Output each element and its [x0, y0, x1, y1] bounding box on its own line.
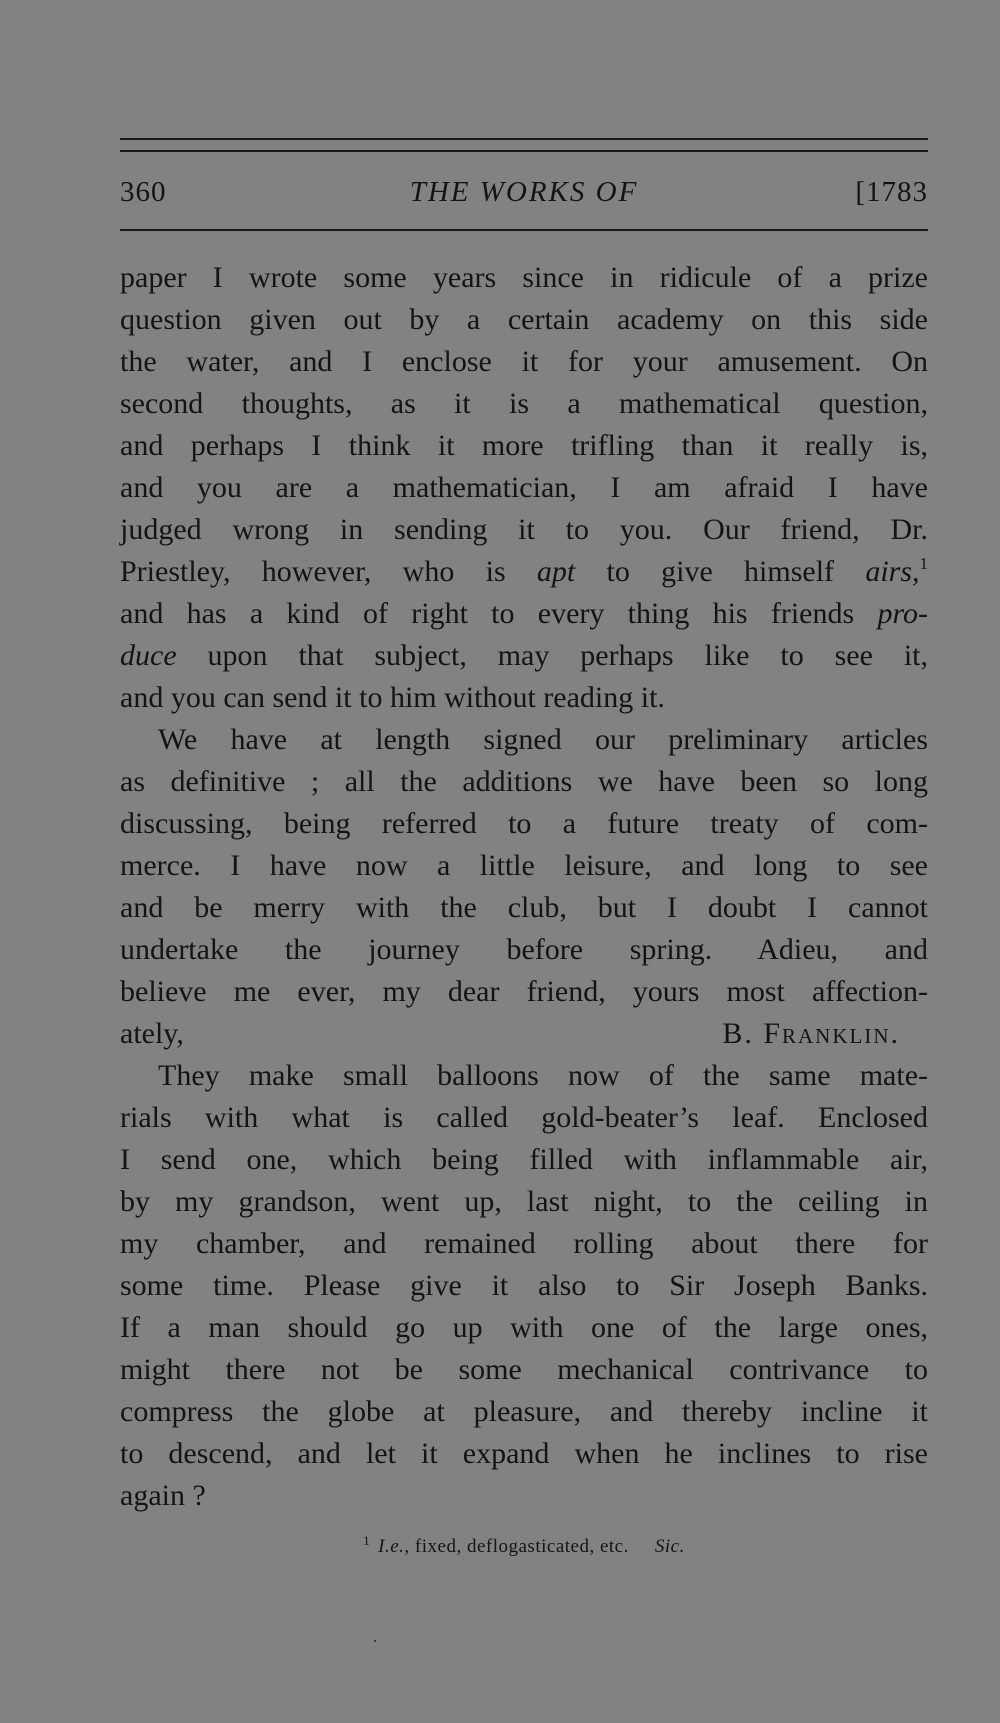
signature-line: ately, B. Franklin. [120, 1013, 928, 1055]
italic-word-duce: duce [120, 639, 177, 672]
text-line: If a man should go up with one of the large ones, [120, 1311, 928, 1344]
text-line: my chamber, and remained rolling about there for [120, 1227, 928, 1260]
text-line: and has a kind of right to every thing his friends pro- [120, 597, 928, 630]
text-line: and perhaps I think it more trifling than it really is, [120, 429, 928, 462]
text-line: some time. Please give it also to Sir Joseph Banks. [120, 1269, 928, 1302]
footnote [120, 1526, 928, 1562]
footnote-ie: I.e., [378, 1536, 410, 1557]
signature: B. Franklin. [722, 1017, 900, 1050]
text-line: merce. I have now a little leisure, and long to see [120, 849, 928, 882]
text-line: compress the globe at pleasure, and thereby incline it [120, 1395, 928, 1428]
italic-word-produce: pro- [877, 597, 928, 630]
running-head [120, 170, 928, 214]
header-double-rule-bottom [120, 150, 928, 152]
paragraph-start-line: They make small balloons now of the same mate- [158, 1059, 928, 1092]
header-double-rule-top [120, 138, 928, 140]
text-line: the water, and I enclose it for your amusement. On [120, 345, 928, 378]
footnote-text: fixed, deflogasticated, etc. [414, 1536, 629, 1557]
running-year: [1783 [855, 176, 928, 208]
paper-speck [374, 1640, 376, 1642]
footnote-reference: 1 [919, 554, 928, 573]
text-line: again ? [120, 1479, 206, 1512]
paragraph-start-line: We have at length signed our preliminary articles [158, 723, 928, 756]
body-text [120, 257, 928, 1517]
text-line: I send one, which being filled with inflammable air, [120, 1143, 928, 1176]
text-line: duce upon that subject, may perhaps like to see it, [120, 639, 928, 672]
text-line: as definitive ; all the additions we have been so long [120, 765, 928, 798]
text-line: Priestley, however, who is apt to give himself airs,$^1$ [120, 554, 928, 588]
text-line: and you can send it to him without reading it. [120, 681, 665, 714]
text-line: and be merry with the club, but I doubt I cannot [120, 891, 928, 924]
italic-word-airs: airs, [865, 555, 920, 588]
footnote-sic: Sic. [654, 1536, 685, 1557]
text-line: question given out by a certain academy on this side [120, 303, 928, 336]
text-line: paper I wrote some years since in ridicule of a prize [120, 261, 928, 294]
italic-word-apt: apt [536, 555, 576, 588]
text-line: believe me ever, my dear friend, yours most affection- [120, 975, 928, 1008]
header-underline-rule [120, 229, 928, 231]
footnote-marker: 1 [363, 1533, 371, 1548]
text-line: second thoughts, as it is a mathematical question, [120, 387, 928, 420]
text-line: judged wrong in sending it to you. Our friend, Dr. [120, 513, 928, 546]
text-line: undertake the journey before spring. Adieu, and [120, 933, 928, 966]
text-line: to descend, and let it expand when he inclines to rise [120, 1437, 928, 1470]
text-line: rials with what is called gold-beater’s leaf. Enclosed [120, 1101, 928, 1134]
text-line: discussing, being referred to a future treaty of com- [120, 807, 928, 840]
text-line: by my grandson, went up, last night, to the ceiling in [120, 1185, 928, 1218]
running-title: THE WORKS OF [409, 176, 639, 208]
text-line: might there not be some mechanical contrivance to [120, 1353, 928, 1386]
text-line: and you are a mathematician, I am afraid I have [120, 471, 928, 504]
page-number: 360 [120, 176, 167, 208]
